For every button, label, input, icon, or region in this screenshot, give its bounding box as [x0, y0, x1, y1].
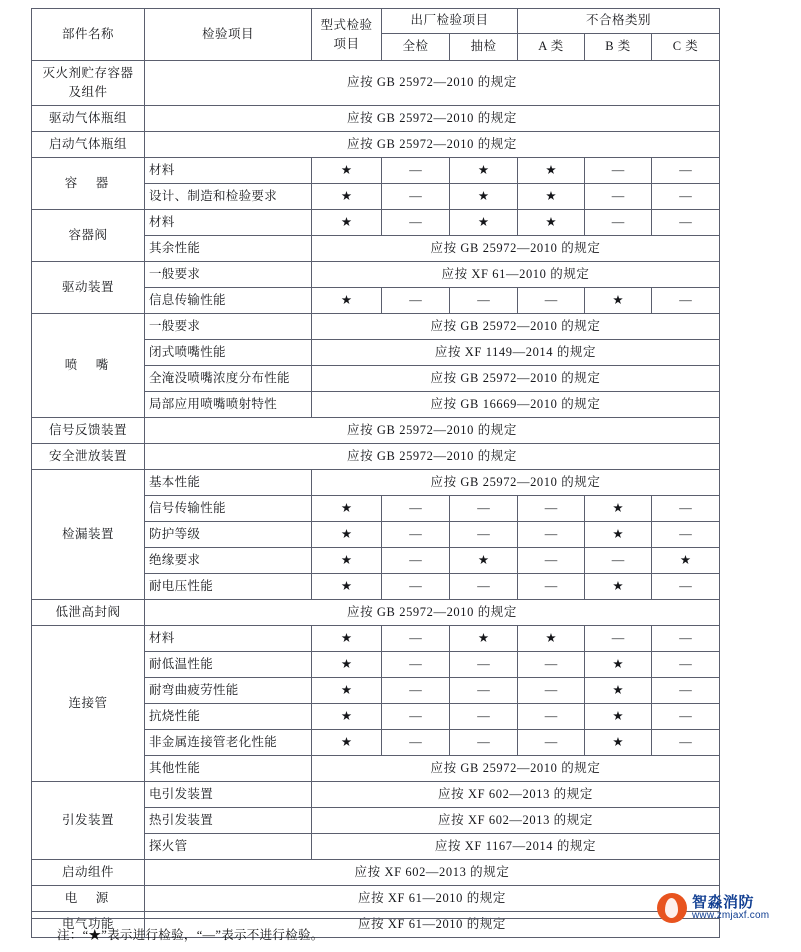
class-c-cell: — [652, 574, 720, 600]
class-b-cell: ★ [585, 522, 652, 548]
class-a-cell: — [518, 548, 585, 574]
header-inspection-item: 检验项目 [145, 9, 312, 61]
class-c-cell: — [652, 210, 720, 236]
header-type-test [312, 9, 382, 61]
part-name-cell: 信号反馈装置 [32, 418, 145, 444]
rule-cell: 应按 XF 61—2010 的规定 [145, 886, 720, 912]
header-sample-inspection: 抽检 [450, 34, 518, 61]
part-name-cell: 连接管 [32, 626, 145, 782]
part-name-line1: 灭火剂贮存容器 [42, 66, 134, 81]
full-inspection-cell: — [382, 158, 450, 184]
rule-cell: 应按 GB 25972—2010 的规定 [145, 444, 720, 470]
header-part-name: 部件名称 [32, 9, 145, 61]
class-b-cell: — [585, 158, 652, 184]
sample-inspection-cell: — [450, 522, 518, 548]
table-row [32, 782, 720, 808]
part-name-cell: 启动气体瓶组 [32, 132, 145, 158]
full-inspection-cell: — [382, 288, 450, 314]
inspection-item-cell: 电引发装置 [145, 782, 312, 808]
rule-cell: 应按 XF 1167—2014 的规定 [312, 834, 720, 860]
part-name-cell: 驱动气体瓶组 [32, 106, 145, 132]
table-row [32, 314, 720, 340]
table-note-text: 注：“★”表示进行检验，“—”表示不进行检验。 [57, 928, 324, 942]
table-row [32, 626, 720, 652]
class-c-cell: — [652, 652, 720, 678]
rule-cell: 应按 GB 25972—2010 的规定 [312, 756, 720, 782]
inspection-item-cell: 防护等级 [145, 522, 312, 548]
rule-cell: 应按 GB 25972—2010 的规定 [145, 600, 720, 626]
full-inspection-cell: — [382, 704, 450, 730]
class-a-cell: — [518, 522, 585, 548]
inspection-item-cell: 耐电压性能 [145, 574, 312, 600]
table-row [32, 106, 720, 132]
inspection-item-cell: 一般要求 [145, 262, 312, 288]
full-inspection-cell: — [382, 496, 450, 522]
inspection-item-cell: 其余性能 [145, 236, 312, 262]
header-factory-test-group: 出厂检验项目 [382, 9, 518, 34]
header-class-b: B 类 [585, 34, 652, 61]
type-test-cell: ★ [312, 730, 382, 756]
part-name-cell [32, 61, 145, 106]
part-name-cell: 容器阀 [32, 210, 145, 262]
table-row [32, 886, 720, 912]
type-test-cell: ★ [312, 704, 382, 730]
class-a-cell: ★ [518, 158, 585, 184]
rule-cell: 应按 GB 16669—2010 的规定 [312, 392, 720, 418]
class-c-cell: — [652, 522, 720, 548]
inspection-item-cell: 基本性能 [145, 470, 312, 496]
type-test-cell: ★ [312, 158, 382, 184]
part-name-cell: 驱动装置 [32, 262, 145, 314]
class-b-cell: ★ [585, 288, 652, 314]
table-row [32, 860, 720, 886]
sample-inspection-cell: — [450, 496, 518, 522]
header-class-a: A 类 [518, 34, 585, 61]
rule-cell: 应按 GB 25972—2010 的规定 [312, 314, 720, 340]
sample-inspection-cell: ★ [450, 158, 518, 184]
type-test-cell: ★ [312, 496, 382, 522]
class-b-cell: ★ [585, 704, 652, 730]
inspection-spec-table [31, 8, 720, 938]
class-c-cell: — [652, 496, 720, 522]
header-defect-class-group: 不合格类别 [518, 9, 720, 34]
header-class-c: C 类 [652, 34, 720, 61]
header-type-test-line1: 型式检验 [320, 17, 373, 32]
inspection-item-cell: 材料 [145, 158, 312, 184]
sample-inspection-cell: — [450, 730, 518, 756]
rule-cell: 应按 GB 25972—2010 的规定 [145, 61, 720, 106]
inspection-item-cell: 信号传输性能 [145, 496, 312, 522]
watermark-logo [657, 888, 785, 928]
table-row [32, 444, 720, 470]
full-inspection-cell: — [382, 210, 450, 236]
part-name-cell: 电气功能 [32, 912, 145, 938]
class-b-cell: — [585, 548, 652, 574]
sample-inspection-cell: — [450, 574, 518, 600]
inspection-item-cell: 信息传输性能 [145, 288, 312, 314]
inspection-item-cell: 局部应用喷嘴喷射特性 [145, 392, 312, 418]
class-c-cell: — [652, 730, 720, 756]
full-inspection-cell: — [382, 522, 450, 548]
table-row [32, 470, 720, 496]
part-name-cell: 电 源 [32, 886, 145, 912]
class-b-cell: — [585, 184, 652, 210]
class-c-cell: — [652, 184, 720, 210]
part-name-cell: 安全泄放装置 [32, 444, 145, 470]
sample-inspection-cell: — [450, 678, 518, 704]
full-inspection-cell: — [382, 730, 450, 756]
type-test-cell: ★ [312, 678, 382, 704]
type-test-cell: ★ [312, 184, 382, 210]
part-name-cell: 喷 嘴 [32, 314, 145, 418]
class-c-cell: — [652, 704, 720, 730]
table-row [32, 600, 720, 626]
inspection-item-cell: 耐低温性能 [145, 652, 312, 678]
class-b-cell: ★ [585, 652, 652, 678]
inspection-item-cell: 耐弯曲疲劳性能 [145, 678, 312, 704]
table-row [32, 210, 720, 236]
inspection-item-cell: 全淹没喷嘴浓度分布性能 [145, 366, 312, 392]
part-name-cell: 引发装置 [32, 782, 145, 860]
sample-inspection-cell: ★ [450, 626, 518, 652]
flame-icon [657, 893, 687, 923]
class-b-cell: — [585, 626, 652, 652]
class-a-cell: — [518, 730, 585, 756]
header-type-test-line2: 项目 [333, 36, 360, 51]
class-a-cell: — [518, 574, 585, 600]
rule-cell: 应按 XF 61—2010 的规定 [312, 262, 720, 288]
class-b-cell: — [585, 210, 652, 236]
type-test-cell: ★ [312, 626, 382, 652]
inspection-item-cell: 设计、制造和检验要求 [145, 184, 312, 210]
class-c-cell: — [652, 626, 720, 652]
rule-cell: 应按 XF 61—2010 的规定 [145, 912, 720, 938]
class-a-cell: ★ [518, 184, 585, 210]
full-inspection-cell: — [382, 626, 450, 652]
rule-cell: 应按 GB 25972—2010 的规定 [312, 366, 720, 392]
rule-cell: 应按 XF 1149—2014 的规定 [312, 340, 720, 366]
type-test-cell: ★ [312, 652, 382, 678]
class-b-cell: ★ [585, 574, 652, 600]
rule-cell: 应按 GB 25972—2010 的规定 [145, 418, 720, 444]
part-name-line2: 及组件 [68, 85, 108, 99]
table-row [32, 61, 720, 106]
rule-cell: 应按 GB 25972—2010 的规定 [312, 470, 720, 496]
class-a-cell: — [518, 288, 585, 314]
rule-cell: 应按 XF 602—2013 的规定 [145, 860, 720, 886]
rule-cell: 应按 GB 25972—2010 的规定 [145, 132, 720, 158]
part-name-cell: 低泄高封阀 [32, 600, 145, 626]
sample-inspection-cell: ★ [450, 548, 518, 574]
class-c-cell: — [652, 678, 720, 704]
watermark-text [692, 895, 769, 921]
inspection-item-cell: 抗烧性能 [145, 704, 312, 730]
type-test-cell: ★ [312, 210, 382, 236]
inspection-item-cell: 热引发装置 [145, 808, 312, 834]
class-a-cell: ★ [518, 626, 585, 652]
class-b-cell: ★ [585, 730, 652, 756]
part-name-cell: 容 器 [32, 158, 145, 210]
rule-cell: 应按 XF 602—2013 的规定 [312, 808, 720, 834]
part-name-cell: 检漏装置 [32, 470, 145, 600]
inspection-item-cell: 探火管 [145, 834, 312, 860]
class-a-cell: — [518, 496, 585, 522]
full-inspection-cell: — [382, 574, 450, 600]
class-c-cell: ★ [652, 548, 720, 574]
inspection-item-cell: 一般要求 [145, 314, 312, 340]
inspection-item-cell: 材料 [145, 626, 312, 652]
full-inspection-cell: — [382, 184, 450, 210]
watermark-brand-url: www.zmjaxf.com [692, 909, 770, 921]
full-inspection-cell: — [382, 652, 450, 678]
full-inspection-cell: — [382, 548, 450, 574]
part-name-cell: 启动组件 [32, 860, 145, 886]
table-note [31, 918, 719, 944]
sample-inspection-cell: ★ [450, 210, 518, 236]
class-a-cell: — [518, 678, 585, 704]
rule-cell: 应按 XF 602—2013 的规定 [312, 782, 720, 808]
sample-inspection-cell: — [450, 288, 518, 314]
full-inspection-cell: — [382, 678, 450, 704]
rule-cell: 应按 GB 25972—2010 的规定 [312, 236, 720, 262]
table-row [32, 132, 720, 158]
class-b-cell: ★ [585, 496, 652, 522]
class-a-cell: — [518, 652, 585, 678]
inspection-item-cell: 其他性能 [145, 756, 312, 782]
type-test-cell: ★ [312, 288, 382, 314]
table-header-row-1 [32, 9, 720, 34]
inspection-item-cell: 绝缘要求 [145, 548, 312, 574]
inspection-item-cell: 材料 [145, 210, 312, 236]
class-c-cell: — [652, 288, 720, 314]
class-a-cell: ★ [518, 210, 585, 236]
table-row [32, 262, 720, 288]
sample-inspection-cell: ★ [450, 184, 518, 210]
sample-inspection-cell: — [450, 704, 518, 730]
inspection-item-cell: 闭式喷嘴性能 [145, 340, 312, 366]
type-test-cell: ★ [312, 522, 382, 548]
class-c-cell: — [652, 158, 720, 184]
watermark-brand-cn: 智淼消防 [692, 893, 755, 911]
inspection-item-cell: 非金属连接管老化性能 [145, 730, 312, 756]
table-row [32, 158, 720, 184]
class-a-cell: — [518, 704, 585, 730]
type-test-cell: ★ [312, 574, 382, 600]
rule-cell: 应按 GB 25972—2010 的规定 [145, 106, 720, 132]
sample-inspection-cell: — [450, 652, 518, 678]
header-full-inspection: 全检 [382, 34, 450, 61]
type-test-cell: ★ [312, 548, 382, 574]
table-row [32, 418, 720, 444]
class-b-cell: ★ [585, 678, 652, 704]
